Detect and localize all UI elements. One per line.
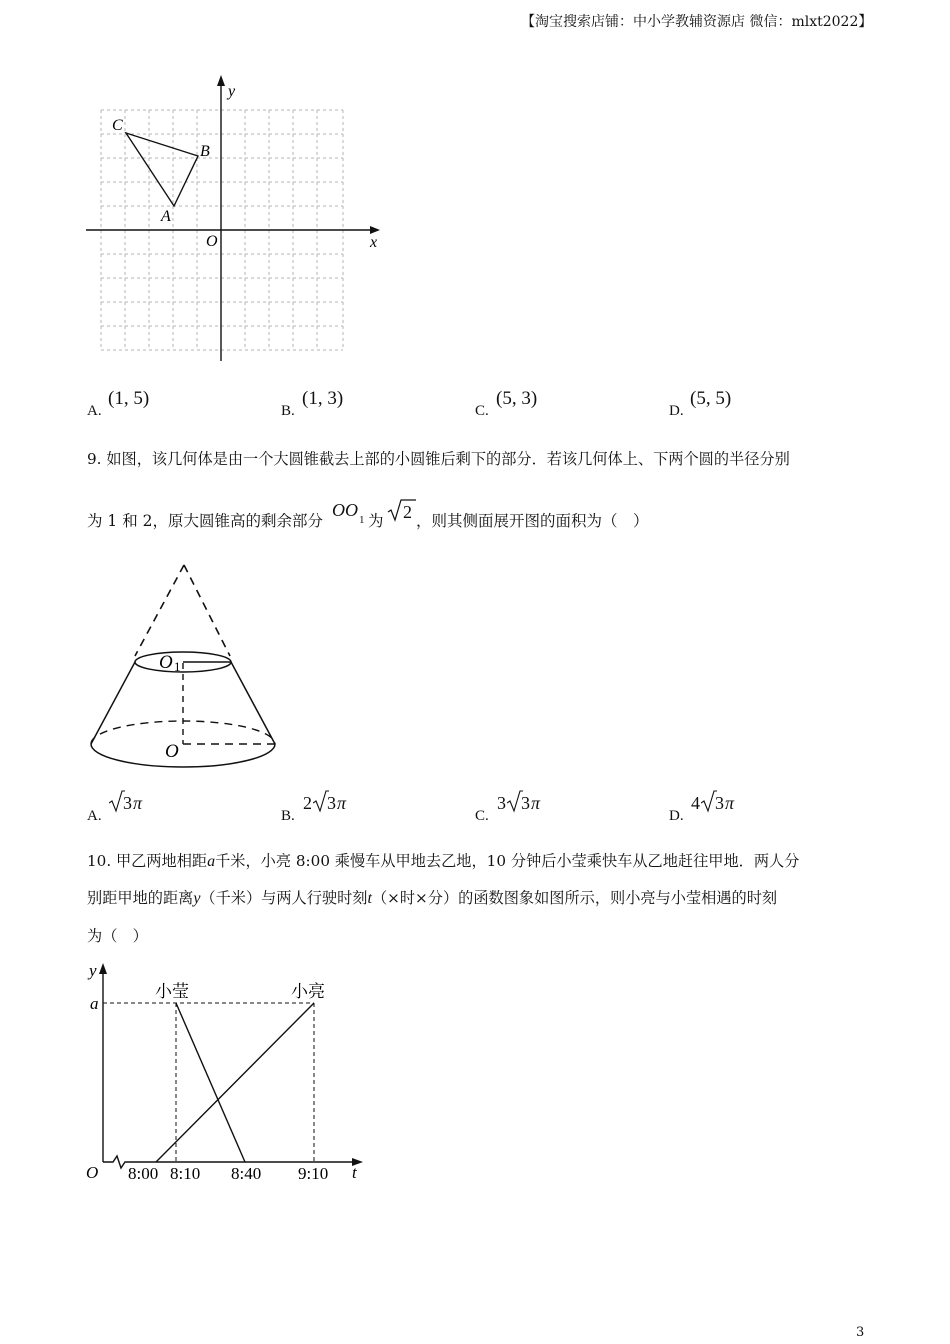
q9-dashed-apex-left: [135, 565, 184, 656]
q9-question-line1: 9. 如图，该几何体是由一个大圆锥截去上部的小圆锥后剩下的部分．若该几何体上、下两个圆的半径分别: [87, 450, 790, 468]
q9-option-c-pi: π: [531, 793, 541, 813]
q9-line2-part-c: ，则其侧面展开图的面积为（ ）: [416, 512, 649, 530]
page-header: 【淘宝搜索店铺：中小学教辅资源店 微信：mlxt2022】: [521, 14, 873, 30]
q8-option-a-letter: A.: [87, 403, 102, 419]
q10-tick-910: 9:10: [298, 1164, 329, 1183]
q8-option-a-value: (1, 5): [108, 388, 150, 409]
q8-option-d-value: (5, 5): [690, 388, 732, 409]
q10-var-y: y: [193, 890, 201, 907]
q9-option-c-coef: 3: [497, 793, 506, 813]
q8-x-axis-arrow: [370, 226, 380, 234]
q10-tick-810: 8:10: [170, 1164, 201, 1183]
q9-sqrt-value: 2: [403, 502, 412, 522]
q8-option-b-value: (1, 3): [302, 388, 344, 409]
q10-y-axis-arrow: [99, 963, 107, 974]
q10-label-xiaoying: 小莹: [155, 982, 189, 1002]
q9-option-a: [87, 790, 267, 822]
q9-line2-part-b: 为: [368, 512, 384, 530]
q9-option-d-letter: D.: [669, 808, 684, 824]
q10-question-line1: [87, 854, 799, 870]
q9-option-c-radicand: 3: [521, 793, 530, 813]
q10-tick-800: 8:00: [128, 1164, 159, 1183]
q9-option-d-radicand: 3: [715, 793, 724, 813]
q8-coordinate-figure: [80, 70, 400, 370]
q9-option-a-radicand: 3: [123, 793, 132, 813]
q9-frustum-figure: [80, 555, 290, 780]
q9-dashed-apex-right: [184, 565, 230, 656]
q8-option-c-letter: C.: [475, 403, 489, 419]
q9-option-b-letter: B.: [281, 808, 295, 824]
q9-sqrt-symbol: [387, 498, 417, 524]
q8-label-origin: O: [206, 233, 218, 250]
q9-bottom-front-arc: [91, 744, 275, 767]
q10-label-xiaoliang: 小亮: [291, 982, 325, 1002]
q10-line2-part-a: 别距甲地的距离: [87, 889, 194, 907]
q9-oo-sub: 1: [359, 514, 365, 526]
q10-label-y: y: [89, 961, 97, 980]
q10-question-line3: 为（ ）: [87, 927, 148, 945]
q9-option-c: [475, 790, 655, 822]
q8-option-d-letter: D.: [669, 403, 684, 419]
q9-option-d-pi: π: [725, 793, 735, 813]
q9-option-c-letter: C.: [475, 808, 489, 824]
q9-option-b: [281, 790, 461, 822]
q10-line1-part-b: 千米，小亮 8:00 乘慢车从甲地去乙地，10 分钟后小莹乘快车从乙地赶往甲地．两人分: [215, 852, 800, 870]
q10-question-line2: [87, 891, 777, 907]
q10-label-t: t: [352, 1163, 357, 1182]
q9-label-o1: O: [159, 652, 173, 673]
q8-y-axis-arrow: [217, 75, 225, 86]
q9-option-d: [669, 790, 849, 822]
q8-label-b: B: [200, 143, 210, 160]
q10-label-a: a: [90, 994, 99, 1013]
q9-label-o1-sub: 1: [174, 659, 181, 674]
q10-var-a: a: [207, 853, 216, 870]
q9-side-right: [231, 662, 275, 744]
q9-label-o: O: [165, 741, 179, 762]
q9-side-left: [91, 662, 135, 744]
q8-label-y: y: [228, 83, 236, 100]
q8-label-x: x: [370, 234, 378, 251]
q9-option-a-pi: π: [133, 793, 143, 813]
q10-label-origin: O: [86, 1163, 99, 1182]
q9-option-b-radicand: 3: [327, 793, 336, 813]
q10-var-t: t: [367, 890, 372, 907]
q9-question-line2: [87, 496, 787, 536]
q9-option-b-pi: π: [337, 793, 347, 813]
q10-line1-part-a: 10. 甲乙两地相距: [87, 852, 208, 870]
q10-distance-time-graph: [80, 955, 380, 1190]
q10-tick-840: 8:40: [231, 1164, 262, 1183]
q10-line2-part-c: （×时×分）的函数图象如图所示，则小亮与小莹相遇的时刻: [371, 889, 778, 907]
q9-option-d-coef: 4: [691, 793, 700, 813]
q8-label-a: A: [161, 208, 171, 225]
q9-oo-main: OO: [332, 500, 358, 520]
q8-label-c: C: [112, 117, 123, 134]
q8-option-b-letter: B.: [281, 403, 295, 419]
q9-option-a-letter: A.: [87, 808, 102, 824]
page-number: 3: [856, 1325, 865, 1340]
q8-option-c-value: (5, 3): [496, 388, 538, 409]
q9-line2-part-a: 为 1 和 2，原大圆锥高的剩余部分: [87, 512, 324, 530]
triangle-abc: [126, 133, 198, 206]
q10-line2-part-b: （千米）与两人行驶时刻: [200, 889, 368, 907]
q9-option-b-coef: 2: [303, 793, 312, 813]
